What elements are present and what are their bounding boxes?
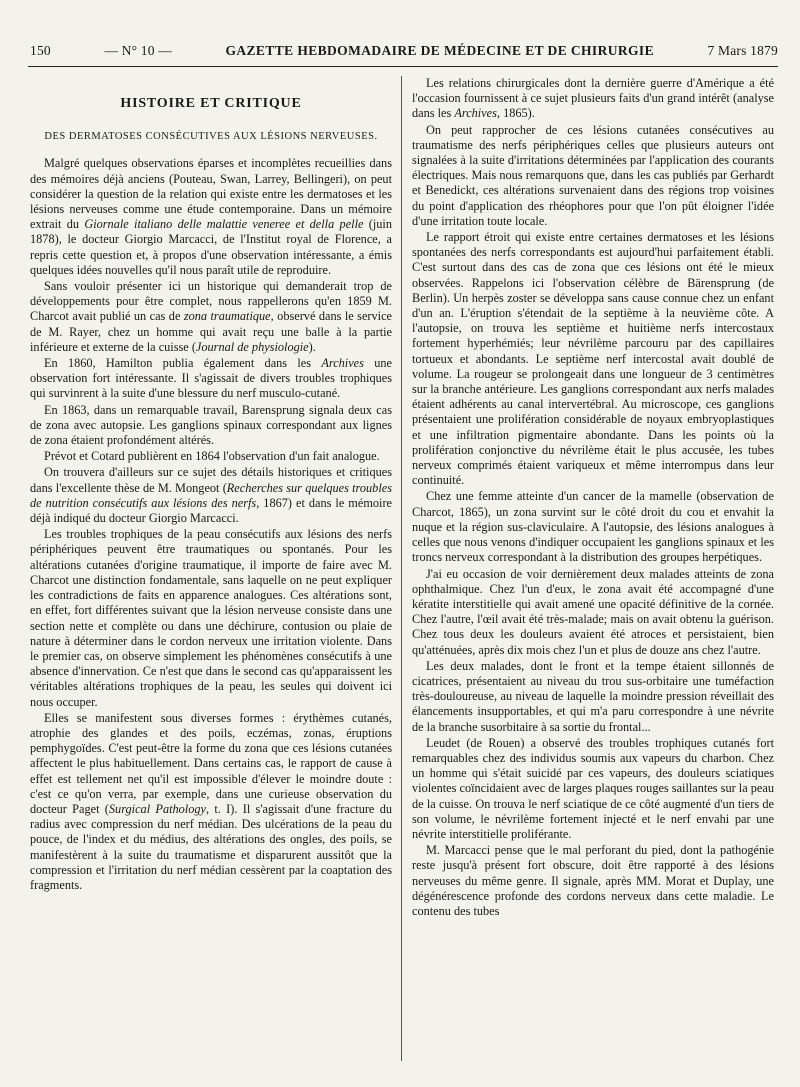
text-run: une observation fort intéressante. Il s'agissait de divers troubles trophiques qui survinrent à la suite d'une blessure du nerf musculo-cutané.	[30, 356, 392, 401]
header-rule	[28, 66, 778, 67]
text-run: Leudet (de Rouen) a observé des troubles trophiques cutanés fort remarquables chez des individus soumis aux vapeurs du charbon. Chez un homme qui s'était suicidé par ces vapeurs, des douleurs sciatiques violentes coïncidaient avec de larges plaques rouges saillantes sur la peau de la cuisse. On trouva le nerf sciatique de ce côté augmenté d'un tiers de son volume, le névrilème fortement injecté et le nerf envahi par une névrite interstitielle proliférante.	[412, 735, 774, 841]
paragraph	[30, 403, 392, 449]
text-run: Elles se manifestent sous diverses formes : érythèmes cutanés, atrophie des glandes et des poils, eczémas, zonas, éruptions pemphygoïdes. C'est peut-être la forme du zona que ces lésions cutanées affectent le plus habituellement. Dans certains cas, le rapport de cause à effet est tellement net qu'il est impossible d'élever le moindre doute : c'est ce qu'on verra, par exemple, dans une curieuse observation du docteur Paget (	[30, 710, 392, 816]
text-run: Les relations chirurgicales dont la dernière guerre d'Amérique a été l'occasion fournissent à ce sujet plusieurs faits d'un grand intérêt (analyse dans les	[412, 76, 774, 121]
text-run: Les deux malades, dont le front et la tempe étaient sillonnés de cicatrices, présentaient au niveau du trou sus-orbitaire une tuméfaction très-douloureuse, au niveau de laquelle la moindre pression réveillait des élancements insupportables, et qui m'a paru correspondre à une névrite de la branche susorbitaire à sa sortie du frontal...	[412, 658, 774, 734]
journal-title: GAZETTE HEBDOMADAIRE DE MÉDECINE ET DE CHIRURGIE	[225, 43, 654, 58]
section-title: HISTOIRE ET CRITIQUE	[120, 96, 302, 111]
paragraph	[412, 230, 774, 488]
left-column	[30, 76, 392, 894]
text-run: Malgré quelques observations éparses et incomplètes recueillies dans des mémoires déjà anciens (Pouteau, Swan, Larrey, Bellingeri), on peut considérer la question de la relation qui existe entre les dermatoses et les lésions nerveuses comme une étude contemporaine. Dans un mémoire extrait du	[30, 156, 392, 232]
paragraph	[30, 711, 392, 893]
italic-text: Surgical Pathology	[108, 801, 206, 816]
paragraph	[412, 123, 774, 229]
text-run: , t. I). Il s'agissait d'une fracture du radius avec compression du nerf médian. Des ulcérations de la peau du pouce, de l'index et du médius, des altérations des ongles, des poils, se manifestèrent à la suite du traumatisme et disparurent aussitôt que la compression et l'irritation du nerf médian cessèrent par la coaptation des fragments.	[30, 801, 392, 892]
italic-text: Recherches sur quelques troubles de nutrition consécutifs aux lésions des nerfs,	[30, 480, 392, 510]
italic-text: Archives	[454, 106, 497, 121]
text-run: (juin 1878), le docteur Giorgio Marcacci, de l'Institut royal de Florence, a repris cette question et, à propos d'une observation intéressante, a émis quelques idées nouvelles qu'il nous paraît utile de reproduire.	[30, 217, 392, 277]
paragraph	[30, 527, 392, 709]
italic-text: Archives	[321, 356, 364, 371]
section-subtitle: DES DERMATOSES CONSÉCUTIVES AUX LÉSIONS NERVEUSES.	[44, 131, 378, 143]
paragraph	[412, 76, 774, 122]
paragraph	[30, 156, 392, 278]
paragraph	[30, 465, 392, 526]
issue-number: — N° 10 —	[104, 43, 172, 58]
page-number: 150	[30, 43, 51, 58]
text-run: 1867) et dans le mémoire déjà indiqué du docteur Giorgio Marcacci.	[30, 495, 392, 526]
paragraph	[412, 489, 774, 565]
column-divider	[401, 76, 402, 1061]
text-run: En 1860, Hamilton publia également dans les	[44, 356, 322, 371]
paragraph	[412, 567, 774, 658]
paragraph	[30, 449, 392, 464]
text-run: ).	[308, 339, 316, 354]
text-run: J'ai eu occasion de voir dernièrement deux malades atteints de zona ophthalmique. Chez l'un d'eux, le zona avait été accompagné d'une kératite interstitielle qui avait amené une opacité définitive de la cornée. Chez l'autre, l'œil avait été très-malade; mais on avait obtenu la guérison. Chez tous deux les douleurs avaient été atroces et persistaient, bien qu'atténuées, après dix mois chez l'un et plus de douze ans chez l'autre.	[412, 566, 774, 657]
text-run: On peut rapprocher de ces lésions cutanées consécutives au traumatisme des nerfs périphériques celles que plusieurs auteurs ont signalées à la suite d'irritations déterminées par l'application des courants électriques. Mais nous remarquons que, dans les cas publiés par Gerhardt et Benedickt, ces altérations survenaient dans des régions trop voisines du point d'application des rhéophores pour que l'on pût éloigner l'idée d'une irritation toute locale.	[412, 122, 774, 228]
text-run: , 1865).	[496, 106, 535, 121]
paragraph	[30, 356, 392, 402]
right-column-body	[412, 76, 774, 919]
left-column-body	[30, 156, 392, 893]
right-column	[412, 76, 774, 920]
text-run: En 1863, dans un remarquable travail, Barensprung signala deux cas de zona avec autopsie. Les ganglions spinaux correspondant aux lignes de zona étaient profondément altérés.	[30, 402, 392, 448]
text-run: observé dans le service de M. Rayer, chez un homme qui avait reçu une balle à la partie inférieure et externe de la cuisse (	[30, 309, 392, 354]
paragraph	[412, 843, 774, 919]
text-run: Le rapport étroit qui existe entre certaines dermatoses et les lésions spontanées des nerfs correspondants est aujourd'hui parfaitement établi. C'est surtout dans des cas de zona que ces lésions ont été le mieux observées. Rappelons ici l'observation célèbre de Bärensprung (de Berlin). Un herpès zoster se développa sans cause connue chez un enfant d'un an. L'éruption s'étendait de la septième à la neuvième côte. A l'autopsie, on trouva les septième et huitième nerfs intercostaux fortement hyperhémiés; leur névrilème parcouru par des capillaires tortueux et abondants. Le septième nerf intercostal avait doublé de volume. La rougeur se prolongeait dans une longueur de 3 centimètres sur la branche antérieure. Les ganglions correspondant aux nerfs malades étaient adhérents au canal intervertébral. Au microscope, ces ganglions présentaient une prolifération considérable de noyaux embryoplastiques et une infiltration pigmentaire abondante. Dans les points où la prolifération conjonctive du névrilème était le plus accusée, les tubes nerveux comprimés étaient variqueux et même interrompus dans leur continuité.	[412, 230, 774, 488]
italic-text: zona traumatique,	[183, 309, 274, 324]
issue-date: 7 Mars 1879	[707, 43, 778, 58]
text-run: On trouvera d'ailleurs sur ce sujet des détails historiques et critiques dans l'excellente thèse de M. Mongeot (	[30, 465, 392, 495]
paragraph	[412, 659, 774, 735]
text-run: Les troubles trophiques de la peau consécutifs aux lésions des nerfs périphériques peuvent être traumatiques ou spontanés. Pour les altérations cutanées d'origine traumatique, il importe de faire avec M. Charcot une distinction fondamentale, sans laquelle on ne peut expliquer les contradictions de faits en apparence analogues. Ces altérations sont, en effet, fort différentes suivant que la lésion nerveuse consiste dans une section nette et complète ou dans une déchirure, contusion ou plaie de nature à déterminer dans le cordon nerveux une irritation violente. Dans le premier cas, on observe simplement les phénomènes consécutifs à une absence d'innervation. Ce n'est que dans le second cas qu'apparaissent les véritables altérations trophiques de la peau, les seules qui doivent ici nous occuper.	[30, 527, 392, 709]
running-header	[30, 40, 778, 62]
italic-text: Journal de physiologie	[195, 339, 309, 354]
text-run: Prévot et Cotard publièrent en 1864 l'observation d'un fait analogue.	[44, 449, 380, 464]
paragraph	[30, 279, 392, 355]
paragraph	[412, 736, 774, 842]
text-run: M. Marcacci pense que le mal perforant du pied, dont la pathogénie reste jusqu'à présent fort obscure, doit être rapporté à des lésions nerveuses du même genre. Il signale, après MM. Morat et Duplay, une dégénérescence profonde des cordons nerveux dans cette maladie. Le contenu des tubes	[412, 843, 774, 918]
italic-text: Giornale italiano delle malattie veneree et della pelle	[84, 217, 364, 232]
text-run: Sans vouloir présenter ici un historique qui demanderait trop de développements pour être complet, nous rappellerons qu'en 1859 M. Charcot avait publié un cas de	[30, 279, 392, 324]
text-run: Chez une femme atteinte d'un cancer de la mamelle (observation de Charcot, 1865), un zona survint sur le côté droit du cou et envahit la nuque et la région sus-claviculaire. A l'autopsie, des lésions analogues à celles que nous venons d'indiquer occupaient les ganglions spinaux et les troncs nerveux correspondant à la distribution des groupes herpétiques.	[412, 489, 774, 565]
